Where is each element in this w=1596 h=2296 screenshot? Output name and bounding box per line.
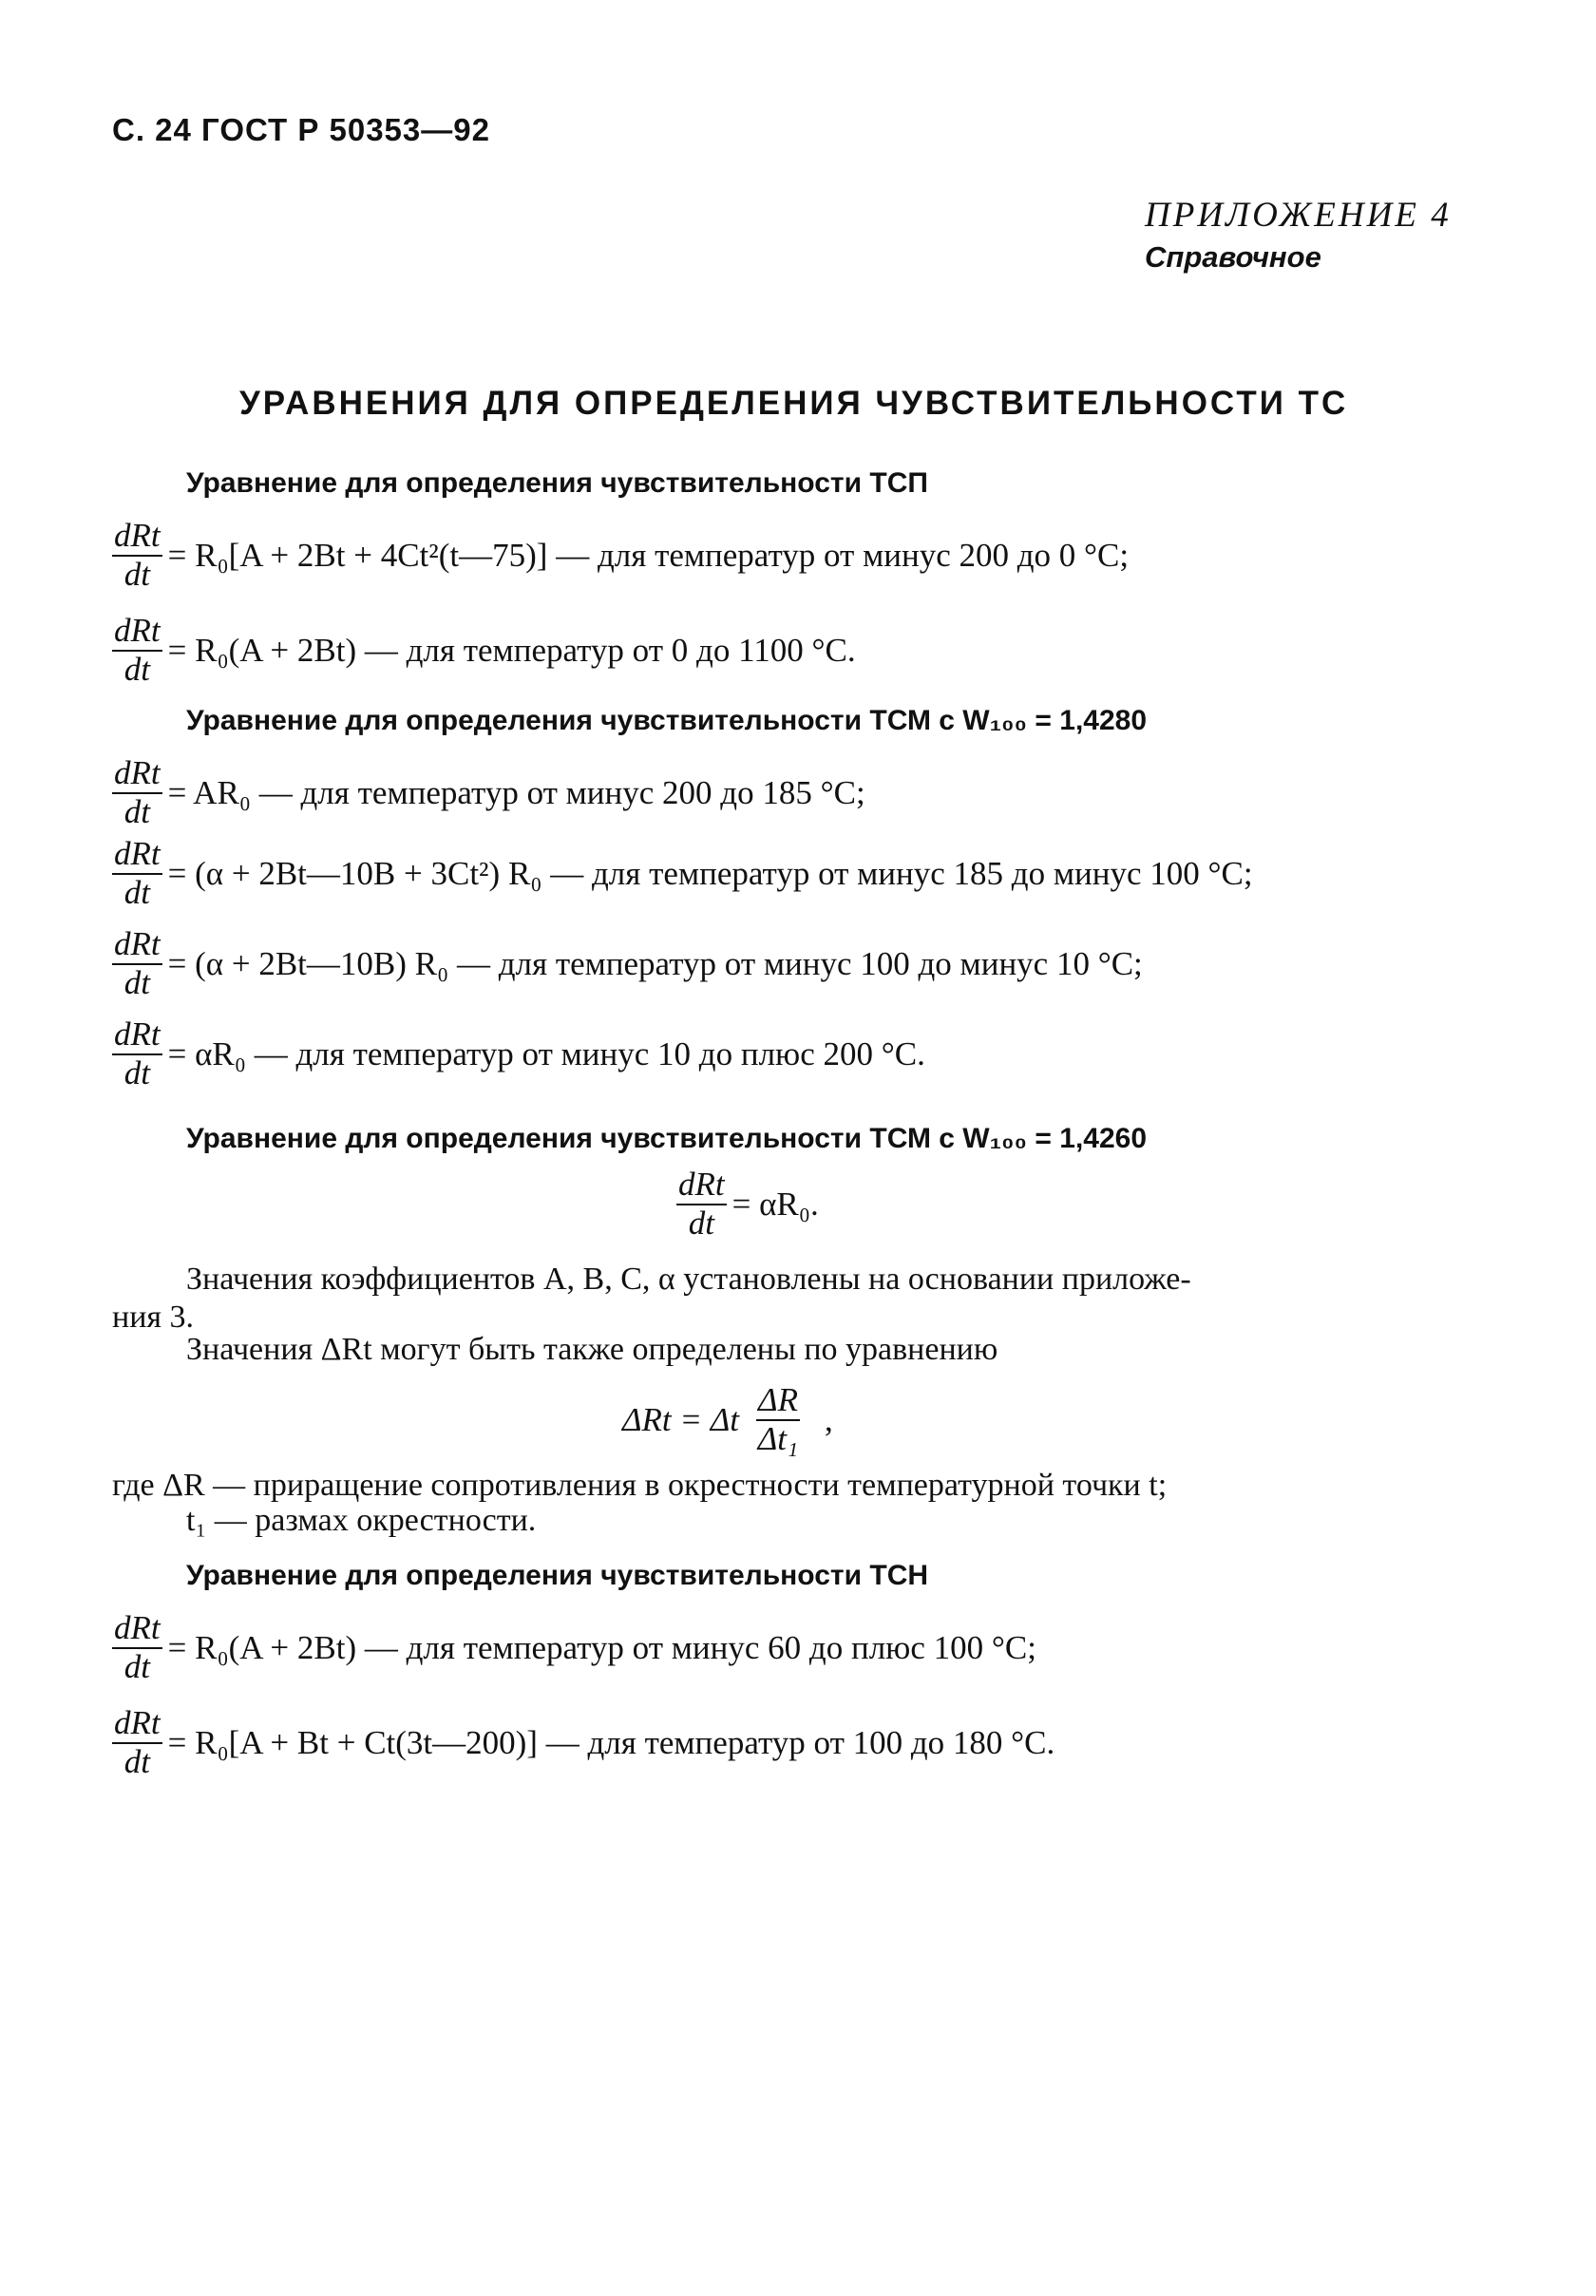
delta-equation-comma: , [824, 1400, 833, 1438]
derivative-fraction: $\frac{\text{dRt}}{dt}$ [114, 1704, 161, 1780]
equation-rhs: = (α + 2Bt—10B + 3Ct²) R₀ — для температур от минус 185 до минус 100 °С; [167, 854, 1253, 892]
section-heading-tsp: Уравнение для определения чувствительности ТСП [186, 467, 928, 499]
delta-equation [622, 1382, 833, 1457]
equation-rhs: = αR₀. [732, 1185, 819, 1223]
equation-rhs: = R₀[A + Bt + Ct(3t—200)] — для температур от 100 до 180 °С. [167, 1723, 1055, 1761]
appendix-subtitle: Справочное [1145, 240, 1321, 274]
where-text-line2: t₁ — размах окрестности. [186, 1503, 537, 1538]
section-heading-tsn: Уравнение для определения чувствительности ТСН [186, 1560, 929, 1591]
equation-rhs: = αR₀ — для температур от минус 10 до плюс 200 °С. [167, 1034, 925, 1072]
equation-rhs: = R₀(A + 2Bt) — для температур от минус 60 до плюс 100 °С; [167, 1628, 1036, 1666]
equation-tsm-4 [112, 1016, 925, 1091]
delta-intro-text: Значения ΔRt могут быть также определены по уравнению [186, 1332, 998, 1367]
derivative-fraction: $\frac{\text{dRt}}{dt}$ [114, 835, 161, 911]
equation-tsp-1 [112, 518, 1129, 593]
derivative-fraction: $\frac{\text{dRt}}{dt}$ [678, 1166, 725, 1242]
equation-rhs: = R₀[A + 2Bt + 4Ct²(t—75)] — для температур от минус 200 до 0 °С; [167, 536, 1130, 574]
derivative-fraction: $\frac{\text{dRt}}{dt}$ [114, 1015, 161, 1091]
equation-tsm-3 [112, 926, 1143, 1001]
equation-tsm-1 [112, 755, 865, 830]
coefficients-text-line1: Значения коэффициентов А, В, С, α установлены на основании приложе- [186, 1262, 1191, 1297]
derivative-fraction: $\frac{\text{dRt}}{dt}$ [114, 754, 161, 830]
delta-fraction: $\frac{\Delta R}{\text{Δt₁}}$ [757, 1381, 799, 1457]
coefficients-text-line2: ния 3. [112, 1300, 195, 1335]
where-text-line1: где ΔR — приращение сопротивления в окрестности температурной точки t; [112, 1468, 1168, 1503]
appendix-title: ПРИЛОЖЕНИЕ 4 [1145, 196, 1452, 235]
page-header: С. 24 ГОСТ Р 50353—92 [112, 112, 490, 147]
derivative-fraction: $\frac{\text{dRt}}{dt}$ [114, 612, 161, 688]
equation-tsm-2 [112, 836, 1253, 911]
equation-tsm-4260 [676, 1167, 819, 1242]
equation-tsn-2 [112, 1705, 1054, 1780]
equation-tsp-2 [112, 613, 856, 688]
derivative-fraction: $\frac{\text{dRt}}{dt}$ [114, 1609, 161, 1685]
derivative-fraction: $\frac{\text{dRt}}{dt}$ [114, 925, 161, 1001]
equation-rhs: = AR₀ — для температур от минус 200 до 185 °С; [167, 773, 865, 811]
section-heading-tsm-4260: Уравнение для определения чувствительности ТСМ с W₁₀₀ = 1,4260 [186, 1123, 1148, 1154]
delta-equation-lhs: ΔRt = Δt [622, 1400, 740, 1438]
equation-tsn-1 [112, 1610, 1036, 1685]
equation-rhs: = R₀(A + 2Bt) — для температур от 0 до 1100 °С. [167, 631, 856, 669]
derivative-fraction: $\frac{\text{dRt}}{dt}$ [114, 517, 161, 593]
section-heading-tsm-4280: Уравнение для определения чувствительности ТСМ с W₁₀₀ = 1,4280 [186, 705, 1148, 736]
equation-rhs: = (α + 2Bt—10B) R₀ — для температур от минус 100 до минус 10 °С; [167, 944, 1143, 982]
document-title: УРАВНЕНИЯ ДЛЯ ОПРЕДЕЛЕНИЯ ЧУВСТВИТЕЛЬНОСТИ ТС [239, 385, 1349, 422]
